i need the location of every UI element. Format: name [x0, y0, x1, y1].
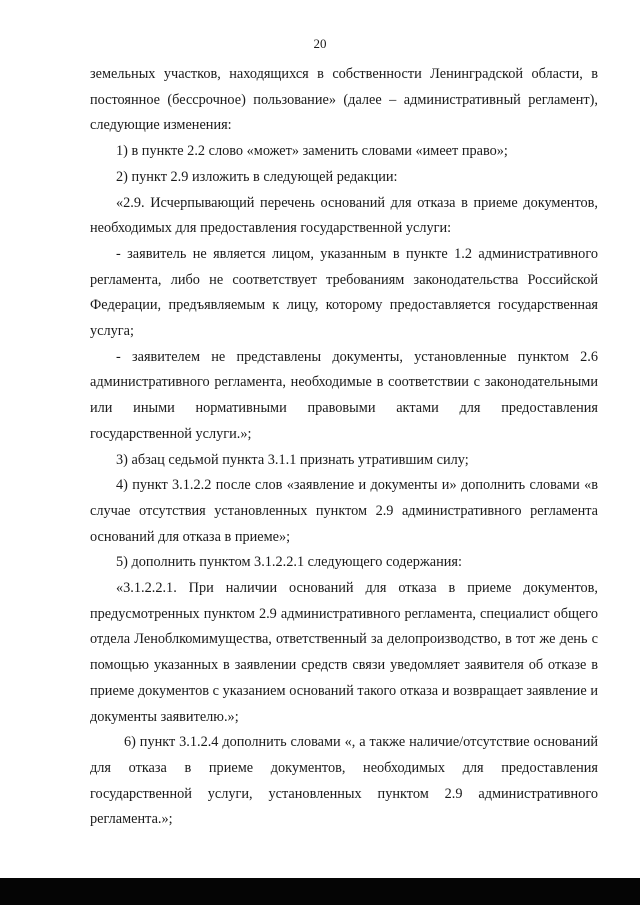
paragraph-clause-2-9: «2.9. Исчерпывающий перечень оснований для отказа в приеме документов, необходимых для предоставления государственной услуги:: [90, 194, 598, 237]
paragraph-item-6: 6) пункт 3.1.2.4 дополнить словами «, а также наличие/отсутствие оснований для отказа в приеме документов, необходимых для предоставления государственной услуги, установленных пунктом 2.9 административного регламента.»;: [90, 734, 598, 828]
paragraph-item-1: 1) в пункте 2.2 слово «может» заменить словами «имеет право»;: [116, 143, 508, 160]
paragraph-item-2: 2) пункт 2.9 изложить в следующей редакции:: [116, 168, 398, 185]
scan-bottom-edge: [0, 878, 640, 905]
paragraph-item-4: 4) пункт 3.1.2.2 после слов «заявление и документы и» дополнить словами «в случае отсутствия установленных пунктом 2.9 административного регламента оснований для отказа в приеме»;: [90, 477, 598, 545]
document-body: [90, 62, 598, 833]
paragraph-clause-3-1-2-2-1: «3.1.2.2.1. При наличии оснований для отказа в приеме документов, предусмотренных пунктом 2.9 административного регламента, специалист общего отдела Леноблкомимущества, ответственный за делопроизводство, в тот же день с помощью указанных в заявлении средств связи уведомляет заявителя об отказе в приеме документов с указанием оснований такого отказа и возвращает заявление и документы заявителю.»;: [90, 580, 598, 725]
paragraph-item-3: 3) абзац седьмой пункта 3.1.1 признать утратившим силу;: [116, 451, 469, 468]
paragraph-item-5: 5) дополнить пунктом 3.1.2.2.1 следующего содержания:: [116, 554, 462, 571]
page-number: 20: [313, 36, 327, 51]
paragraph-intro-continuation: земельных участков, находящихся в собственности Ленинградской области, в постоянное (бессрочное) пользование» (далее – административный регламент), следующие изменения:: [90, 66, 598, 134]
paragraph-dash-1: - заявитель не является лицом, указанным в пункте 1.2 административного регламента, либо не соответствует требованиям законодательства Российской Федерации, предъявляемым к лицу, которому предоставляется государственная услуга;: [90, 245, 598, 340]
paragraph-dash-2: - заявителем не представлены документы, установленные пунктом 2.6 административного регламента, необходимые в соответствии с законодательными или иными нормативными правовыми актами для предоставления государственной услуги.»;: [90, 348, 598, 442]
